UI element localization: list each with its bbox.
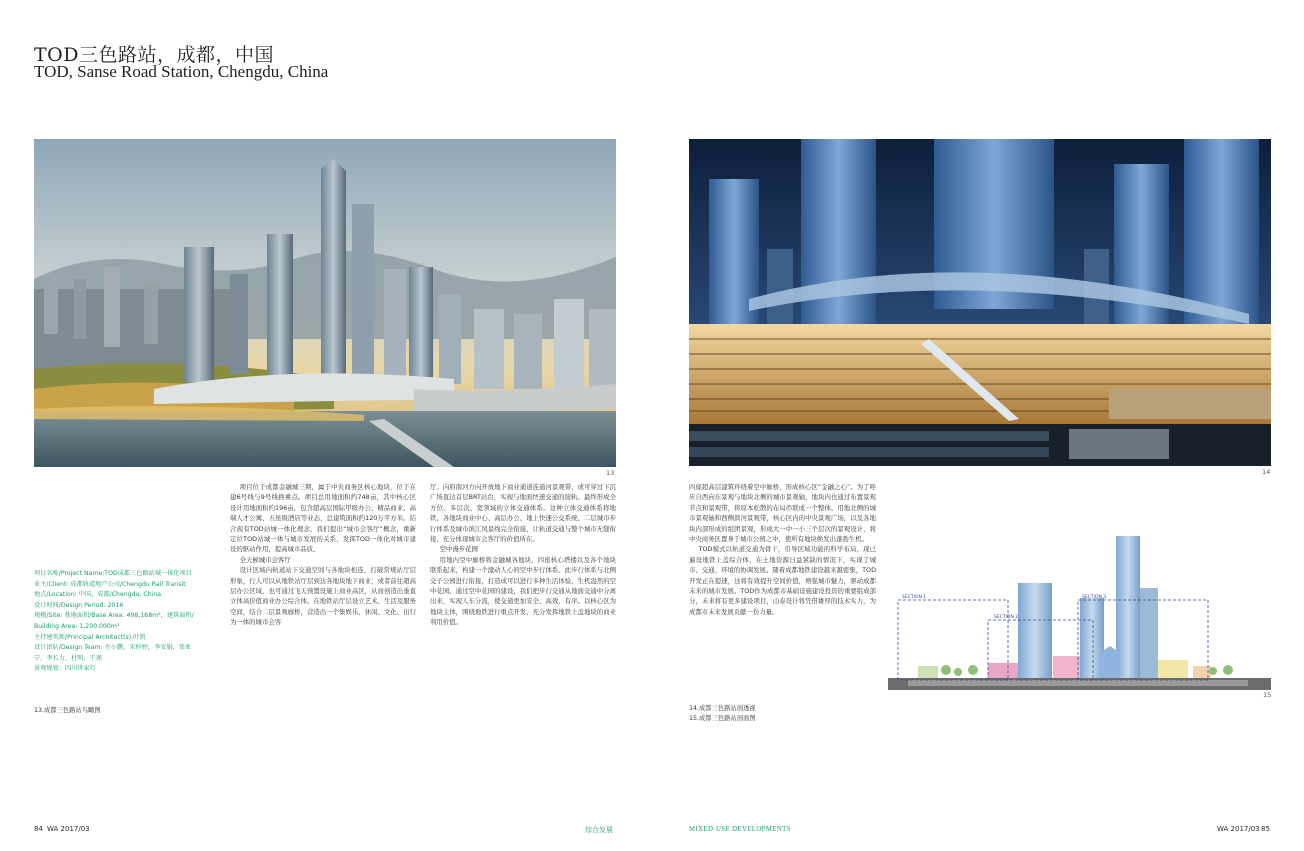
caption-fig14: 14.成都三色路站剖透视: [689, 705, 756, 712]
project-info-line: 宁，李长力，杜明，王瑾: [34, 654, 103, 662]
figure-number-15: 15: [1263, 691, 1272, 699]
page-title-en: TOD, Sanse Road Station, Chengdu, China: [34, 62, 329, 81]
project-info-line: 项目名称/Project Name:TOD成都三色路站城一体化项目: [34, 570, 192, 577]
subheading: 空中漫步花园: [439, 545, 478, 554]
project-info-line: 业主/Client: 成都轨道地产公司/Chengdu Rail Transit: [34, 580, 186, 588]
body-column-2: [430, 482, 616, 628]
paragraph: 用地内空中廊桥将金融城各地块、四座核心塔楼以及各个地块联系起来，构建一个激动人心的空中步行体系。此步行体系与北侧交子公园进行衔接，打造成可以进行多种生活体验、生机盎然的空中花园。通过空中花园的建设，我们把步行交通从地面交通中分离出来，实现人车分流，使交通更加安全、高效、有序。以核心区为地块主体，围绕地铁进行重点开发，充分发挥地铁上盖地块的商业利用价值。: [430, 555, 616, 627]
body-column-3: [689, 482, 876, 617]
paragraph: 设计区域内轨道站下交通空间与各地块相连，打破常规站厅层形象，行人可以从地铁站厅层到达各地块地下商业，或者前往超高层办公区域，也可通过飞天预置设施上商业高区，从而创造出垂直立体高价值商业办公综合体。在地铁站厅层设立艺术、生活及服务空间，结合二层景观廊桥，营造出一个集娱乐、休闲、文化、出行为一体的城市会客: [230, 566, 416, 627]
footer-left-section: 综合发展: [585, 826, 613, 834]
project-info-line: 设计时间/Design Period: 2016: [34, 601, 124, 609]
footer-right-section: MIXED-USE DEVELOPMENTS: [689, 826, 791, 833]
project-info-line: 地点/Location: 中国，成都/Chengdu, China: [34, 591, 162, 599]
figure-number-14: 14: [1262, 468, 1271, 476]
footer-left-magazine: WA 2017/03: [47, 825, 90, 833]
caption-fig15: 15.成都三色路站剖面图: [689, 715, 756, 722]
section-diagram: [888, 528, 1271, 690]
footer-right-page-number: 85: [1261, 825, 1270, 833]
section-label-3: SECTION 3: [1082, 595, 1107, 600]
page-title-cn: TOD三色路站，成都，中国: [34, 44, 274, 66]
section-label-1: SECTION 1: [902, 595, 927, 600]
project-info-line: Building Area: 1,200,000m²: [34, 622, 120, 630]
project-info-line: 景观规划：四川世家行: [34, 665, 96, 673]
footer-left-page-number: 84: [34, 825, 43, 833]
photo-aerial-view: [34, 139, 616, 467]
caption-fig13: 13.成都三色路站鸟瞰图: [34, 707, 101, 714]
photo-section-perspective: [689, 139, 1271, 466]
footer-right-magazine: WA 2017/03: [1217, 825, 1260, 833]
project-info: [34, 569, 234, 675]
section-label-2: SECTION 2: [994, 615, 1019, 620]
project-info-line: 主持建筑师/Principal Architect(s):叶凯: [34, 633, 146, 641]
paragraph: 厅。向府南河方向开放地下商业通道连通河景观带，或可穿过下沉广场直达首层BRT站台，实现与地面快速交通的接轨。最终形成全方位、多层次、宽领域的立体交通体系。这种立体交通体系将地铁、各地块商业中心、高层办公、地上快速公交系统、二层城市步行体系及城市滨江风景线完全衔接，让轨道交通与整个城市无缝衔接，充分体现城市会客厅的价值所在。: [430, 483, 616, 544]
project-info-line: 设计团队/Design Team: 左小鹏，宋梓婷，李安娟，张亚: [34, 644, 192, 652]
subheading: 全天候城市会客厅: [239, 555, 291, 564]
paragraph: 项目位于成都金融城三期，属于中央商务区核心地块，位于在建6号线与9号线换乘点。项目总用地面积约748亩，其中核心区设计用地面积约196亩，包含超高层国际甲级办公、精品商业、高端人才公寓、五星级酒店等业态，总建筑面积约120万平方米。结合现有TOD站城一体化理念，我们提出“城市会客厅”概念，重新定位TOD站城一体与城市发展的关系，发挥TOD一体化对城市建设的驱动作用，提高城市品质。: [230, 483, 416, 554]
paragraph: TOD模式以轨道交通为骨干，引导区域功能的科学布局，现已遍设地铁上盖综合体，在土地资源日益紧缺的情况下，实现了城市、交通、环境的协调发展。随着成都地铁建设越来越密集，TOD开发正在提速，这将有效提升空间价值，增强城市魅力，驱动成都未来的城市发展。TOD作为成都市基础设施建设投资的重要组成部分，未来将有更多建设项目，山泰设计将凭借雄厚的技术实力，为成都市未来发展贡献一份力量。: [689, 545, 876, 616]
project-info-line: 规模/Site: 基地面积/Base Area: 498,168m²，建筑面积/: [34, 612, 194, 620]
body-column-1: [230, 482, 416, 628]
figure-number-13: 13: [606, 469, 615, 477]
paragraph: 四座超高层建筑环绕着空中廊桥，形成核心区“金融之心”。为了呼应自西向东景观与地块北侧的城市景观轴，地块内也通过布置景观节点和景观带，将原本松散的布局串联成一个整体。用地北侧的城市景观轴和西侧滨河景观带，核心区内的中央景观广场，以及各地块内部形成的组团景观，形成大一中一小三个层次的景观设计，将中央商务区置身于城市公园之中，使所有地块焕发出蓬勃生机。: [689, 483, 876, 544]
